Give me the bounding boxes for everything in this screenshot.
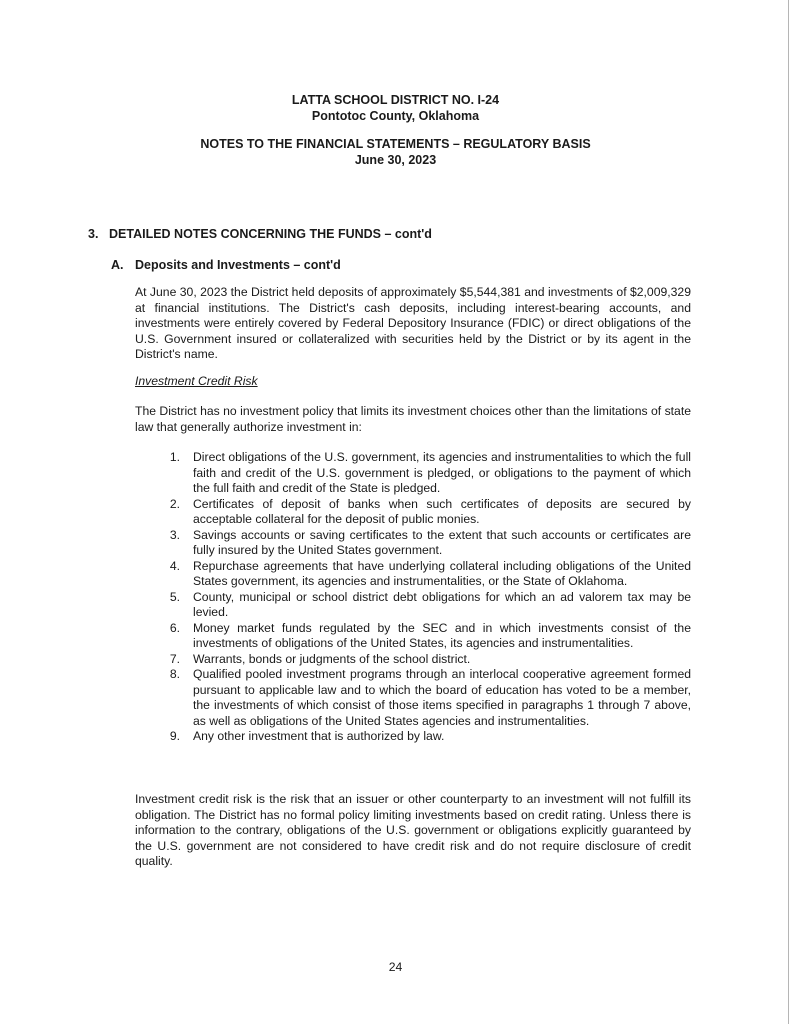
investment-policy-paragraph: The District has no investment policy that limits its investment choices other than the limitations of state law that generally authorize investment in: [135,404,691,434]
list-item [160,497,691,528]
list-item-text: Repurchase agreements that have underlying collateral including obligations of the United States government, its agencies and instrumentalities, or the State of Oklahoma. [193,558,691,588]
subsection-heading [111,257,341,273]
document-header [0,92,791,124]
list-item-text: Direct obligations of the U.S. government, its agencies and instrumentalities to which the full faith and credit of the U.S. government is pledged, or obligations to the payment of which the full faith and credit of the State is pledged. [193,450,691,495]
statement-date: June 30, 2023 [354,153,437,167]
list-item-number: 6. [169,620,180,635]
list-item-number: 1. [169,450,180,464]
list-item-text: Certificates of deposit of banks when such certificates of deposits are secured by acceptable collateral for the deposit of public monies. [193,496,691,526]
authorized-investments-list [160,450,691,745]
list-item-text: Warrants, bonds or judgments of the school district. [193,651,471,666]
list-item-text: Money market funds regulated by the SEC and in which investments consist of the investments of obligations of the United States, its agencies and instrumentalities. [193,620,691,650]
statement-title: NOTES TO THE FINANCIAL STATEMENTS – REGULATORY BASIS [200,137,591,151]
list-item-number: 9. [169,729,180,743]
list-item [160,590,691,621]
list-item-text: Savings accounts or saving certificates to the extent that such accounts or certificates are fully insured by the United States government. [193,527,691,557]
section-title: DETAILED NOTES CONCERNING THE FUNDS – cont'd [109,227,432,241]
district-name: LATTA SCHOOL DISTRICT NO. I-24 [291,93,500,107]
list-item-number: 4. [169,558,180,573]
list-item [160,621,691,652]
list-item [160,667,691,729]
credit-risk-title: Investment Credit Risk [135,374,258,388]
statement-header [0,136,791,168]
list-item-number: 2. [169,496,180,511]
list-item [160,559,691,590]
county-name: Pontotoc County, Oklahoma [311,109,480,123]
list-item-text: County, municipal or school district debt obligations for which an ad valorem tax may be levied. [193,589,691,619]
list-item-number: 7. [169,651,180,666]
credit-risk-paragraph: Investment credit risk is the risk that an issuer or other counterparty to an investment will not fulfill its obligation. The District has no formal policy limiting investments based on credit rating. Unless there is information to the contrary, obligations of the U.S. government or obligations explicitly guaranteed by the U.S. government are not considered to have credit risk and do not require disclosure of credit quality. [135,792,691,868]
list-item-text: Any other investment that is authorized by law. [193,729,445,743]
list-item [160,729,691,745]
list-item-number: 3. [169,527,180,542]
deposits-paragraph: At June 30, 2023 the District held deposits of approximately $5,544,381 and investments of $2,009,329 at financial institutions. The District's cash deposits, including interest-bearing accounts, and investments were entirely covered by Federal Depository Insurance (FDIC) or direct obligations of the U.S. Government insured or collateralized with securities held by the District or by its agent in the District's name. [135,285,691,361]
section-number: 3. [88,227,99,241]
subsection-title: Deposits and Investments – cont'd [135,258,341,272]
list-item-number: 5. [169,589,180,604]
list-item [160,652,691,668]
list-item [160,450,691,497]
list-item-number: 8. [169,667,180,681]
page-number: 24 [388,960,403,974]
list-item-text: Qualified pooled investment programs through an interlocal cooperative agreement formed pursuant to applicable law and to which the board of education has voted to be a member, the investments of which consist of those items specified in paragraphs 1 through 7 above, as well as obligations of the United States agencies and instrumentalities. [193,667,691,728]
list-item [160,528,691,559]
section-heading [88,226,432,242]
subsection-letter: A. [111,258,124,272]
